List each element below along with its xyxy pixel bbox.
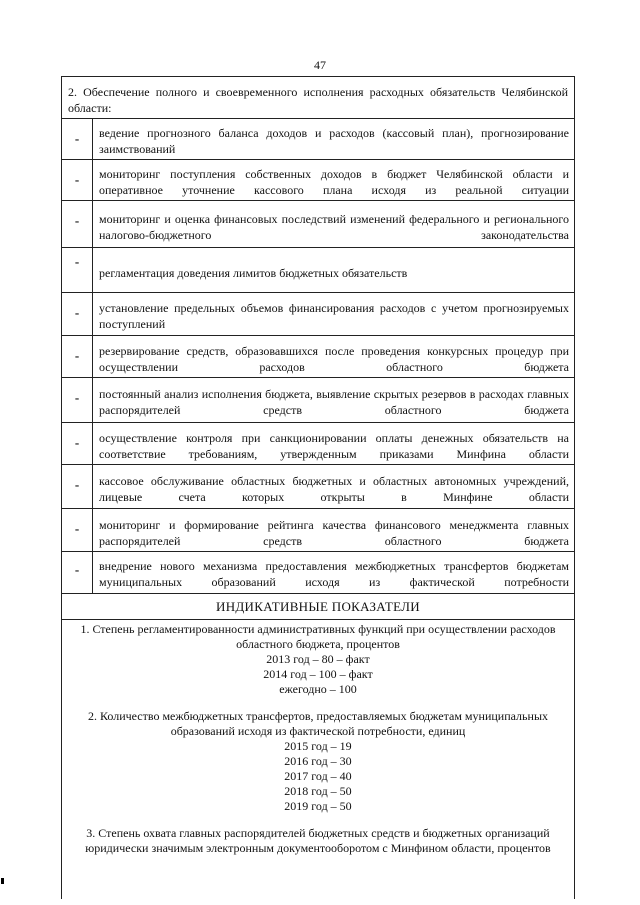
table-row xyxy=(62,465,574,509)
row-marker: - xyxy=(62,378,93,422)
section-title: 2. Обеспечение полного и своевременного исполнения расходных обязательств Челябинской области: xyxy=(62,77,574,119)
indicator-title: 3. Степень охвата главных распорядителей бюджетных средств и бюджетных организаций юридически значимым электронным документооборотом с Минфином области, процентов xyxy=(85,826,551,855)
row-marker: - xyxy=(62,160,93,200)
scan-mark xyxy=(1,878,4,884)
indicator-value: ежегодно – 100 xyxy=(279,682,357,696)
row-text: ведение прогнозного баланса доходов и расходов (кассовый план), прогнозирование заимствований xyxy=(99,126,569,156)
table-row xyxy=(62,160,574,201)
row-text: осуществление контроля при санкционировании оплаты денежных обязательств на соответствие требованиям, утвержденным приказами Минфина области xyxy=(99,431,569,461)
row-marker: - xyxy=(62,336,93,377)
row-text: постоянный анализ исполнения бюджета, выявление скрытых резервов в расходах главных распорядителей средств областного бюджета xyxy=(99,387,569,417)
indicator-value: 2016 год – 30 xyxy=(284,754,352,768)
table-row xyxy=(62,201,574,248)
row-marker: - xyxy=(62,201,93,247)
page-number: 47 xyxy=(314,58,326,72)
indicator-value: 2018 год – 50 xyxy=(284,784,352,798)
row-marker: - xyxy=(62,248,93,292)
row-marker: - xyxy=(62,119,93,159)
table-row xyxy=(62,119,574,160)
row-text: установление предельных объемов финансирования расходов с учетом прогнозируемых поступлений xyxy=(99,301,569,331)
table-row xyxy=(62,248,574,293)
row-text: мониторинг поступления собственных доходов в бюджет Челябинской области и оперативное уточнение кассового плана исходя из реальной ситуации xyxy=(99,167,569,197)
indicator-value: 2015 год – 19 xyxy=(284,739,352,753)
row-text: резервирование средств, образовавшихся после проведения конкурсных процедур при осуществлении расходов областного бюджета xyxy=(99,344,569,374)
row-text: мониторинг и формирование рейтинга качества финансового менеджмента главных распорядителей средств областного бюджета xyxy=(99,518,569,548)
row-marker: - xyxy=(62,293,93,335)
table-row xyxy=(62,552,574,594)
indicators-list xyxy=(62,619,574,856)
table-row xyxy=(62,423,574,465)
row-text: мониторинг и оценка финансовых последствий изменений федерального и регионального налогово-бюджетного законодательства xyxy=(99,212,569,242)
table-row xyxy=(62,378,574,423)
table-row xyxy=(62,336,574,378)
indicators-header: ИНДИКАТИВНЫЕ ПОКАЗАТЕЛИ xyxy=(62,594,574,620)
indicator-value: 2014 год – 100 – факт xyxy=(263,667,373,681)
row-marker: - xyxy=(62,509,93,551)
indicator-value: 2017 год – 40 xyxy=(284,769,352,783)
indicator-value: 2013 год – 80 – факт xyxy=(266,652,370,666)
indicator-title: 2. Количество межбюджетных трансфертов, предоставляемых бюджетам муниципальных образований исходя из фактической потребности, единиц xyxy=(87,709,549,738)
row-text: внедрение нового механизма предоставления межбюджетных трансфертов бюджетам муниципальных образований исходя из фактической потребности xyxy=(99,559,569,589)
indicator-block xyxy=(62,619,574,697)
indicator-value: 2019 год – 50 xyxy=(284,799,352,813)
row-marker: - xyxy=(62,552,93,593)
indicator-block xyxy=(62,697,574,814)
document-table xyxy=(61,76,575,899)
table-row xyxy=(62,509,574,552)
indicator-title: 1. Степень регламентированности административных функций при осуществлении расходов областного бюджета, процентов xyxy=(80,622,556,651)
row-text: кассовое обслуживание областных бюджетных и областных автономных учреждений, лицевые счета которых открыты в Минфине области xyxy=(99,474,569,504)
row-marker: - xyxy=(62,465,93,508)
row-marker: - xyxy=(62,423,93,464)
row-text: регламентация доведения лимитов бюджетных обязательств xyxy=(99,266,408,280)
table-row xyxy=(62,293,574,336)
indicator-block xyxy=(62,814,574,856)
